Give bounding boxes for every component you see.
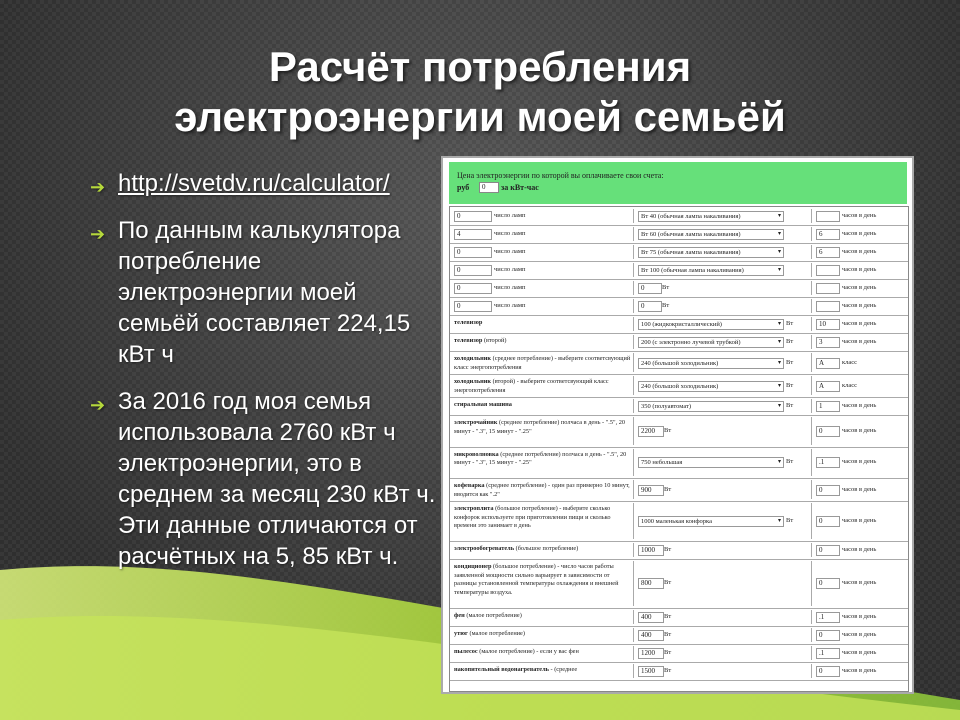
hours-label: часов в день xyxy=(842,612,877,620)
appliance-row xyxy=(450,541,908,560)
hours-label: часов в день xyxy=(842,546,877,553)
hours-cell xyxy=(814,227,906,241)
appliance-name: телевизор xyxy=(454,319,483,326)
appliance-row xyxy=(450,559,908,609)
appliance-row xyxy=(450,608,908,627)
appliance-power-select[interactable]: 200 (с электронно лучевой трубкой) ▾ xyxy=(638,337,784,348)
hours-label: часов в день xyxy=(842,212,877,219)
appliance-power-cell xyxy=(636,376,812,395)
lamp-power-cell xyxy=(636,263,812,277)
hours-input[interactable]: 0 xyxy=(816,666,840,677)
unit-label: Вт xyxy=(664,426,672,434)
hours-cell xyxy=(814,628,906,642)
hours-cell xyxy=(814,664,906,678)
unit-label: Вт xyxy=(664,648,672,656)
hours-input[interactable]: 6 xyxy=(816,247,840,258)
appliance-row xyxy=(450,626,908,645)
appliance-power-cell xyxy=(636,610,812,624)
hours-label: часов в день xyxy=(842,302,877,309)
hours-label: часов в день xyxy=(842,630,877,638)
appliance-name-cell xyxy=(452,417,634,445)
hours-input[interactable]: 0 xyxy=(816,630,840,641)
lamp-power-select[interactable]: Вт 60 (обычная лампа накаливания) ▾ xyxy=(638,229,784,240)
lamp-row xyxy=(450,297,908,316)
unit-label: Вт xyxy=(786,358,794,366)
appliance-power-select[interactable]: 750 небольшая ▾ xyxy=(638,457,784,468)
appliance-name-cell xyxy=(452,561,634,606)
hours-input[interactable] xyxy=(816,283,840,294)
lamp-power-input[interactable]: 0 xyxy=(638,301,662,312)
lamp-power-select[interactable]: Вт 75 (обычная лампа накаливания) ▾ xyxy=(638,247,784,258)
hours-cell xyxy=(814,480,906,499)
appliance-name: стиральная машина xyxy=(454,401,512,408)
appliance-name: кондиционер xyxy=(454,563,492,570)
appliance-name-cell xyxy=(452,646,634,660)
hours-input[interactable]: 10 xyxy=(816,319,840,330)
unit-label: Вт xyxy=(786,320,794,327)
unit-label: Вт xyxy=(786,458,794,466)
hours-cell xyxy=(814,399,906,413)
unit-label: Вт xyxy=(786,517,794,524)
hours-input[interactable] xyxy=(816,301,840,312)
hours-input[interactable]: .1 xyxy=(816,612,840,623)
unit-label: Вт xyxy=(662,284,670,291)
lamp-power-cell xyxy=(636,227,812,241)
appliance-name-cell xyxy=(452,628,634,642)
appliance-description: фен (малое потребление) xyxy=(454,611,522,619)
hours-label: часов в день xyxy=(842,402,877,409)
appliance-power-input[interactable]: 400 xyxy=(638,612,664,623)
hours-label: часов в день xyxy=(842,284,877,291)
lamp-count-input[interactable]: 0 xyxy=(454,247,492,258)
lamp-count-label: число ламп xyxy=(494,266,526,273)
lamp-count-input[interactable]: 0 xyxy=(454,265,492,276)
appliance-row xyxy=(450,501,908,542)
unit-label: Вт xyxy=(664,666,672,674)
appliance-power-input[interactable]: 800 xyxy=(638,578,664,589)
appliance-name: накопительный водонагреватель xyxy=(454,665,549,673)
appliance-power-input[interactable]: 1500 xyxy=(638,666,664,677)
lamp-count-input[interactable]: 0 xyxy=(454,301,492,312)
hours-label: часов в день xyxy=(842,666,877,674)
bullet-arrow-icon: ➔ xyxy=(90,177,106,197)
lamp-row xyxy=(450,279,908,298)
appliance-power-cell xyxy=(636,664,812,678)
chevron-down-icon: ▾ xyxy=(777,359,781,366)
appliance-name-cell xyxy=(452,399,634,413)
appliance-name: пылесос xyxy=(454,647,478,655)
appliance-power-select[interactable]: 100 (жидкокристаллический) ▾ xyxy=(638,319,784,330)
appliance-name-cell xyxy=(452,449,634,477)
hours-cell xyxy=(814,263,906,277)
appliance-power-cell xyxy=(636,417,812,445)
appliance-power-input[interactable]: 2200 xyxy=(638,426,664,437)
calculator-screenshot xyxy=(441,156,914,694)
lamp-power-select[interactable]: Вт 40 (обычная лампа накаливания) ▾ xyxy=(638,211,784,222)
appliance-name-cell xyxy=(452,335,634,349)
title-line-1: Расчёт потребления xyxy=(268,43,692,90)
hours-input[interactable]: .1 xyxy=(816,457,840,468)
appliance-power-cell xyxy=(636,335,812,349)
hours-input[interactable]: A xyxy=(816,381,840,392)
appliance-power-select[interactable]: 240 (большой холодильник) ▾ xyxy=(638,381,784,392)
appliance-description: электрообогреватель (большое потребление) xyxy=(454,545,579,552)
lamp-power-cell xyxy=(636,299,812,313)
lamp-count-input[interactable]: 0 xyxy=(454,211,492,222)
hours-label: класс xyxy=(842,381,858,389)
hours-cell xyxy=(814,245,906,259)
hours-cell xyxy=(814,543,906,557)
chevron-down-icon: ▾ xyxy=(777,518,781,524)
appliance-name: фен xyxy=(454,611,465,619)
appliance-description: накопительный водонагреватель - (среднее xyxy=(454,665,578,673)
appliance-name: утюг xyxy=(454,629,468,637)
appliance-description: холодильник (среднее потребление) - выберите соответсвующий класс энергопотребления xyxy=(454,355,631,371)
appliance-row xyxy=(450,315,908,334)
hours-label: часов в день xyxy=(842,320,877,327)
hours-cell xyxy=(814,317,906,331)
appliance-row xyxy=(450,478,908,502)
appliance-description: кондиционер (большое потребление) - число часов работы заявленной мощности сильно варьирует в зависимости от разницы установленной температуры охлаждения и внешней температуры воздуха. xyxy=(454,563,619,596)
lamp-row xyxy=(450,207,908,226)
appliance-name-cell xyxy=(452,503,634,539)
appliance-description: холодильник (второй) - выберите соответсвующий класс энергопотребления xyxy=(454,378,609,394)
appliance-power-input[interactable]: 1200 xyxy=(638,648,664,659)
rub-label: руб xyxy=(457,183,470,192)
lamp-count-label: число ламп xyxy=(494,302,526,309)
chevron-down-icon: ▾ xyxy=(777,213,781,219)
appliance-description: электрочайник (среднее потребление) полчаса в день - ".5", 20 минут - ".3", 15 минут - ".25" xyxy=(454,419,626,435)
chevron-down-icon: ▾ xyxy=(777,231,781,237)
hours-cell xyxy=(814,376,906,395)
appliance-name: электрообогреватель xyxy=(454,545,515,552)
appliance-row xyxy=(450,351,908,375)
bullet-arrow-icon: ➔ xyxy=(90,224,106,244)
lamp-power-input[interactable]: 0 xyxy=(638,283,662,294)
hours-input[interactable]: A xyxy=(816,358,840,369)
lamp-count-label: число ламп xyxy=(494,248,526,255)
hours-label: часов в день xyxy=(842,230,877,237)
appliance-name-cell xyxy=(452,353,634,372)
slide-title xyxy=(0,42,960,142)
appliance-power-cell xyxy=(636,399,812,413)
calculator-table xyxy=(449,206,909,692)
appliance-row xyxy=(450,447,908,480)
hours-cell xyxy=(814,417,906,445)
appliance-power-cell xyxy=(636,628,812,642)
chevron-down-icon: ▾ xyxy=(777,249,781,255)
unit-label: Вт xyxy=(664,579,672,587)
lamp-count-cell xyxy=(452,245,634,259)
chevron-down-icon: ▾ xyxy=(777,339,781,345)
appliance-row xyxy=(450,333,908,352)
unit-label: Вт xyxy=(664,612,672,620)
price-header xyxy=(449,162,907,204)
bullet-text: По данным калькулятора потребление электроэнергии моей семьёй составляет 224,15 кВт ч xyxy=(118,217,411,368)
hours-cell xyxy=(814,299,906,313)
hours-label: класс xyxy=(842,358,858,366)
appliance-power-cell xyxy=(636,449,812,477)
appliance-row xyxy=(450,397,908,416)
hours-label: часов в день xyxy=(842,648,877,656)
appliance-description: микроволновка (среднее потребление) полчаса в день - ".5", 20 минут - ".3", 15 минут - ".25" xyxy=(454,450,627,466)
lamp-count-label: число ламп xyxy=(494,284,526,291)
appliance-power-cell xyxy=(636,543,812,557)
unit-label: Вт xyxy=(662,302,670,309)
appliance-name: холодильник xyxy=(454,378,492,385)
appliance-power-select[interactable]: 240 (большой холодильник) ▾ xyxy=(638,358,784,369)
appliance-description: пылесос (малое потребление) - если у вас фен xyxy=(454,647,579,655)
appliance-description: электроплита (большое потребление) - выберите сколько конфорок используете при приготовлении пищи и сколько времени это занимает в день xyxy=(454,505,611,529)
unit-label: Вт xyxy=(786,402,794,409)
unit-label: Вт xyxy=(786,381,794,389)
lamp-count-label: число ламп xyxy=(494,230,526,237)
appliance-description: телевизор (второй) xyxy=(454,337,507,344)
appliance-power-select[interactable]: 350 (полуавтомат) ▾ xyxy=(638,401,784,412)
appliance-name: холодильник xyxy=(454,355,492,362)
hours-cell xyxy=(814,209,906,223)
bullet-text: За 2016 год моя семья использовала 2760 кВт ч электроэнергии, это в среднем за месяц 230 кВт ч. Эти данные отличаются от расчётных на 5, 85 кВт ч. xyxy=(118,388,436,570)
lamp-count-input[interactable]: 0 xyxy=(454,283,492,294)
appliance-power-input[interactable]: 1000 xyxy=(638,545,664,556)
chevron-down-icon: ▾ xyxy=(777,267,781,273)
appliance-power-input[interactable]: 900 xyxy=(638,485,664,496)
bullet-list xyxy=(88,168,438,588)
appliance-description xyxy=(454,401,631,410)
lamp-power-select[interactable]: Вт 100 (обычная лампа накаливания) ▾ xyxy=(638,265,784,276)
hours-input[interactable]: 1 xyxy=(816,401,840,412)
hours-label: часов в день xyxy=(842,485,877,493)
hours-input[interactable]: 0 xyxy=(816,426,840,437)
lamp-power-cell xyxy=(636,209,812,223)
hours-cell xyxy=(814,561,906,606)
lamp-count-label: число ламп xyxy=(494,212,526,219)
unit-label: Вт xyxy=(664,630,672,638)
price-input[interactable]: 0 xyxy=(479,182,499,193)
lamp-row xyxy=(450,261,908,280)
unit-label: Вт xyxy=(664,485,672,493)
lamp-count-input[interactable]: 4 xyxy=(454,229,492,240)
lamp-count-cell xyxy=(452,281,634,295)
chevron-down-icon: ▾ xyxy=(777,403,781,409)
appliance-name: электрочайник xyxy=(454,419,498,426)
appliance-power-input[interactable]: 400 xyxy=(638,630,664,641)
hours-input[interactable]: 0 xyxy=(816,485,840,496)
hours-input[interactable] xyxy=(816,265,840,276)
hours-input[interactable]: 0 xyxy=(816,516,840,527)
hours-cell xyxy=(814,646,906,660)
chevron-down-icon: ▾ xyxy=(777,382,781,389)
hours-cell xyxy=(814,281,906,295)
appliance-power-cell xyxy=(636,353,812,372)
appliance-power-cell xyxy=(636,480,812,499)
bullet-item xyxy=(88,168,438,199)
appliance-name: телевизор xyxy=(454,337,483,344)
hours-label: часов в день xyxy=(842,579,877,587)
hours-input[interactable]: 0 xyxy=(816,578,840,589)
unit-label: Вт xyxy=(786,338,794,345)
hours-label: часов в день xyxy=(842,248,877,255)
price-header-text: Цена электроэнергии по которой вы оплачиваете свои счета: xyxy=(457,171,664,180)
hours-input[interactable]: .1 xyxy=(816,648,840,659)
lamp-count-cell xyxy=(452,209,634,223)
hours-cell xyxy=(814,503,906,539)
calculator-link[interactable]: http://svetdv.ru/calculator/ xyxy=(118,170,390,197)
appliance-name-cell xyxy=(452,480,634,499)
chevron-down-icon: ▾ xyxy=(777,321,781,327)
lamp-row xyxy=(450,243,908,262)
appliance-name-cell xyxy=(452,610,634,624)
appliance-power-cell xyxy=(636,317,812,331)
bullet-item xyxy=(88,386,438,572)
hours-cell xyxy=(814,610,906,624)
appliance-description: кофеварка (среднее потребление) - один раз примерно 10 минут, вводится как ".2" xyxy=(454,482,630,498)
appliance-name-cell xyxy=(452,376,634,395)
appliance-row xyxy=(450,415,908,448)
lamp-power-cell xyxy=(636,245,812,259)
appliance-power-cell xyxy=(636,503,812,539)
hours-label: часов в день xyxy=(842,338,877,345)
title-line-2: электроэнергии моей семьёй xyxy=(174,93,786,140)
hours-label: часов в день xyxy=(842,458,877,466)
chevron-down-icon: ▾ xyxy=(777,459,781,466)
appliance-name: электроплита xyxy=(454,505,494,512)
hours-input[interactable]: 0 xyxy=(816,545,840,556)
hours-label: часов в день xyxy=(842,266,877,273)
hours-cell xyxy=(814,449,906,477)
appliance-name: кофеварка xyxy=(454,482,485,489)
appliance-name-cell xyxy=(452,664,634,678)
lamp-row xyxy=(450,225,908,244)
appliance-row xyxy=(450,662,908,681)
bullet-arrow-icon: ➔ xyxy=(90,395,106,415)
appliance-description xyxy=(454,319,631,328)
appliance-name-cell xyxy=(452,543,634,557)
appliance-name: микроволновка xyxy=(454,450,499,458)
lamp-count-cell xyxy=(452,299,634,313)
appliance-row xyxy=(450,374,908,398)
hours-input[interactable]: 6 xyxy=(816,229,840,240)
appliance-power-cell xyxy=(636,561,812,606)
hours-input[interactable]: 3 xyxy=(816,337,840,348)
appliance-power-cell xyxy=(636,646,812,660)
per-kwh-label: за кВт-час xyxy=(501,183,539,192)
lamp-count-cell xyxy=(452,227,634,241)
hours-label: часов в день xyxy=(842,517,877,524)
appliance-row xyxy=(450,644,908,663)
lamp-count-cell xyxy=(452,263,634,277)
hours-label: часов в день xyxy=(842,426,877,434)
bullet-item xyxy=(88,215,438,370)
appliance-name-cell xyxy=(452,317,634,331)
hours-cell xyxy=(814,335,906,349)
lamp-power-cell xyxy=(636,281,812,295)
hours-cell xyxy=(814,353,906,372)
hours-input[interactable] xyxy=(816,211,840,222)
unit-label: Вт xyxy=(664,546,672,553)
appliance-description: утюг (малое потребление) xyxy=(454,629,525,637)
appliance-power-select[interactable]: 1000 маленькая конфорка ▾ xyxy=(638,516,784,527)
